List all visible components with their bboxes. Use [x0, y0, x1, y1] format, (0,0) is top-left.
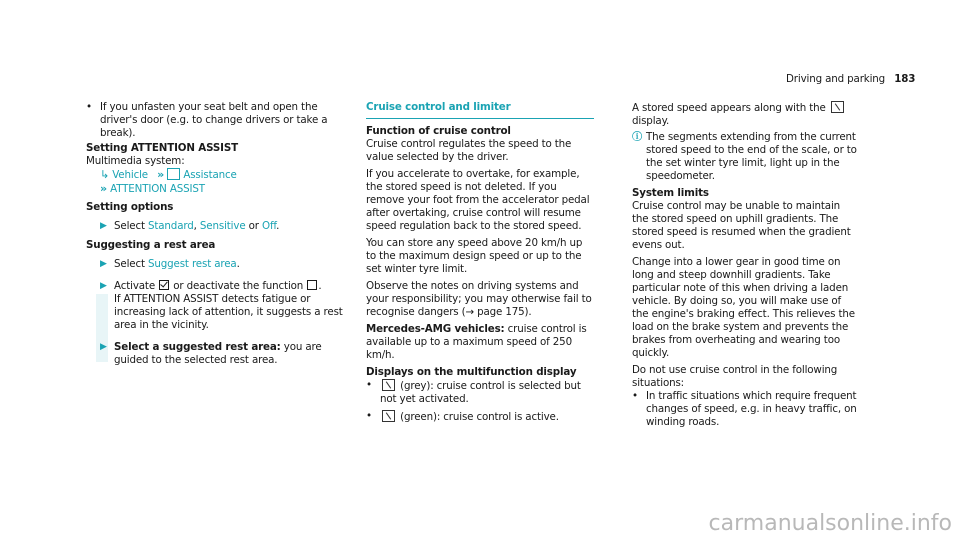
watermark: carmanualsonline.info — [708, 511, 952, 536]
cruise-control-icon — [382, 410, 395, 422]
bullet-dot: • — [86, 101, 92, 113]
step-arrow-icon: ▶ — [100, 281, 107, 291]
multimedia-label: Multimedia system: — [86, 155, 185, 167]
activate-detail: If ATTENTION ASSIST detects fatigue or increasing lack of attention, it suggests a rest area in the vicinity. — [114, 293, 343, 331]
column-2 — [366, 101, 594, 424]
select-suggested-text: you are guided to the selected rest area. — [114, 341, 322, 366]
select-text: Select — [114, 220, 145, 232]
or-text: or — [248, 220, 259, 232]
select-suggested-bold: Select a suggested rest area: — [114, 341, 281, 353]
menu-path-2 — [86, 182, 348, 196]
bullet-dot: • — [632, 390, 638, 402]
column-1: • If you unfasten your seat belt and open the driver's door (e.g. to change drivers or take a break). Setting ATTENTION ASSIST Multimedia system: ↳ Vehicle » Assistance » ATTENTION ASSIST Setting options ▶ Select Standard, Sensitive or Off. Suggesting a rest area ▶ Select Suggest rest area. ▶ Activate or deactivate the function . If ATTENTION ASSIST detects fatigue or increasing lack of attention, it suggests a rest area in the vicinity. ▶ Select a suggested rest area: you are guided to the selected rest area. — [86, 101, 348, 367]
bullet-dot: • — [366, 410, 372, 422]
double-chevron-icon: » — [100, 182, 107, 195]
info-icon: ⓘ — [632, 131, 643, 143]
checkbox-checked-icon — [159, 280, 169, 290]
activate-text-2: or deactivate the function — [173, 280, 304, 292]
amg-bold: Mercedes-AMG vehicles: — [366, 323, 505, 335]
section-name: Driving and parking — [786, 73, 886, 85]
double-chevron-icon: » — [157, 168, 165, 181]
menu-path-1 — [86, 168, 348, 182]
limits-para-3: Do not use cruise control in the following situations: — [632, 364, 838, 389]
cruise-control-icon — [382, 379, 395, 391]
func-heading: Function of cruise control — [366, 125, 511, 137]
para-amg — [366, 323, 594, 362]
options-heading: Setting options — [86, 201, 174, 213]
select-text: Select — [114, 258, 145, 270]
stored-text-b: display. — [632, 115, 670, 127]
setting-heading: Setting ATTENTION ASSIST — [86, 142, 238, 154]
limits-bullet: In traffic situations which require frequent changes of speed, e.g. in heavy traffic, on winding roads. — [646, 390, 857, 428]
disp-item-1: (grey): cruise control is selected but not yet activated. — [380, 380, 581, 405]
disp-item-2: (green): cruise control is active. — [400, 411, 559, 423]
cruise-control-icon — [831, 101, 844, 113]
bullet-dot: • — [366, 379, 372, 391]
menu-attention-assist[interactable]: ATTENTION ASSIST — [110, 183, 205, 195]
step-arrow-icon: ▶ — [100, 259, 107, 269]
amg-text: cruise control is available up to a maximum speed of 250 km/h. — [366, 323, 587, 361]
stored-text-a: A stored speed appears along with the — [632, 102, 826, 114]
column-3 — [632, 101, 857, 429]
limits-heading: System limits — [632, 187, 709, 199]
car-icon — [167, 168, 180, 180]
suggest-rest-area-item[interactable]: Suggest rest area — [148, 258, 237, 270]
disp-heading: Displays on the multifunction display — [366, 366, 577, 378]
para-2: If you accelerate to overtake, for example, the stored speed is not deleted. If you remove your foot from the accelerator pedal after overtaking, cruise control will resume speed regulation back to the stored speed. — [366, 168, 590, 232]
bullet-text: If you unfasten your seat belt and open the driver's door (e.g. to change drivers or take a break). — [100, 101, 328, 139]
para-3: You can store any speed above 20 km/h up to the maximum design speed or up to the set winter tyre limit. — [366, 237, 583, 275]
step-arrow-icon: ▶ — [100, 342, 107, 352]
checkbox-empty-icon — [307, 280, 317, 290]
menu-assistance[interactable]: Assistance — [183, 169, 237, 181]
option-standard[interactable]: Standard — [148, 220, 194, 232]
suggest-heading: Suggesting a rest area — [86, 239, 216, 251]
info-text: The segments extending from the current stored speed to the end of the scale, or to the set winter tyre limit, light up in the speedometer. — [646, 131, 857, 182]
para-1: Cruise control regulates the speed to the value selected by the driver. — [366, 138, 572, 163]
stored-para — [632, 101, 857, 128]
option-off[interactable]: Off — [262, 220, 277, 232]
section-title: Cruise control and limiter — [366, 101, 511, 113]
menu-vehicle[interactable]: Vehicle — [112, 169, 148, 181]
limits-para-1: Cruise control may be unable to maintain the stored speed on uphill gradients. The stored speed is resumed when the gradient evens out. — [632, 200, 851, 251]
para-4: Observe the notes on driving systems and your responsibility; you may otherwise fail to recognise dangers (→ page 175). — [366, 280, 592, 318]
step-arrow-icon: ▶ — [100, 221, 107, 231]
limits-para-2: Change into a lower gear in good time on long and steep downhill gradients. Take particular note of this when driving a laden vehicle. By doing so, you will make use of the engine's braking effect. This relieves the load on the brake system and prevents the brakes from overheating and wearing too quickly. — [632, 256, 855, 359]
option-sensitive[interactable]: Sensitive — [199, 220, 246, 232]
activate-text: Activate — [114, 280, 155, 292]
running-header — [786, 73, 946, 86]
section-rule — [366, 118, 594, 119]
page-number: 183 — [894, 73, 916, 85]
return-arrow-icon: ↳ — [100, 168, 110, 181]
